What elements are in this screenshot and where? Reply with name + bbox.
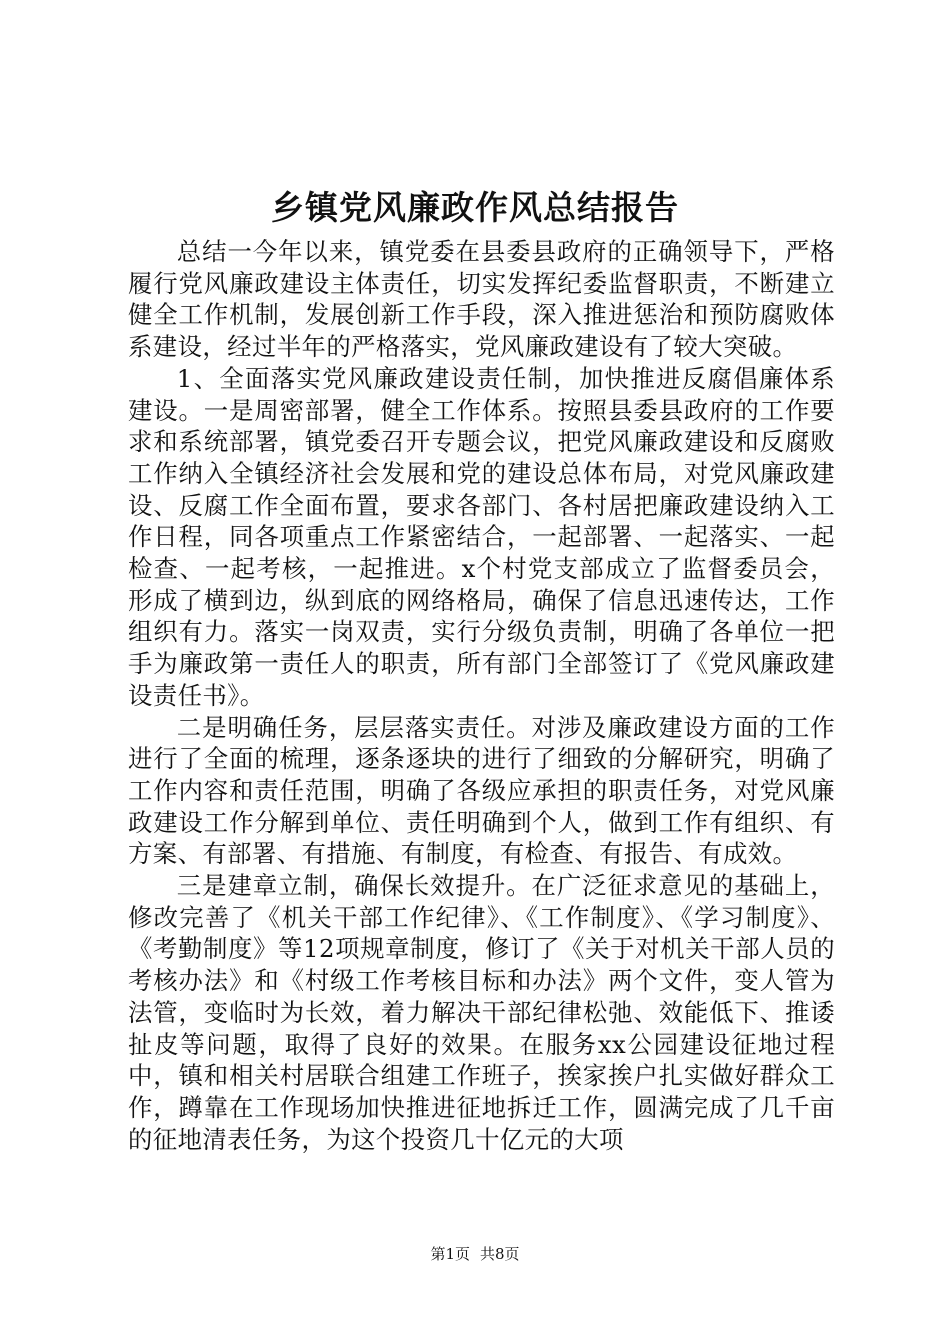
page-footer xyxy=(0,1243,950,1265)
paragraph-intro: 总结一今年以来，镇党委在县委县政府的正确领导下，严格履行党风廉政建设主体责任，切实发挥纪委监督职责，不断建立健全工作机制，发展创新工作手段，深入推进惩治和预防腐败体系建设，经过半年的严格落实，党风廉政建设有了较大突破。 xyxy=(128,237,835,362)
paragraph-section-2: 二是明确任务，层层落实责任。对涉及廉政建设方面的工作进行了全面的梳理，逐条逐块的进行了细致的分解研究，明确了工作内容和责任范围，明确了各级应承担的职责任务，对党风廉政建设工作分解到单位、责任明确到个人，做到工作有组织、有方案、有部署、有措施、有制度，有检查、有报告、有成效。 xyxy=(128,712,835,869)
paragraph-section-3: 三是建章立制，确保长效提升。在广泛征求意见的基础上，修改完善了《机关干部工作纪律》、《工作制度》、《学习制度》、《考勤制度》等12项规章制度，修订了《关于对机关干部人员的考核办法》和《村级工作考核目标和办法》两个文件，变人管为法管，变临时为长效，着力解决干部纪律松弛、效能低下、推诿扯皮等问题，取得了良好的效果。在服务xx公园建设征地过程中，镇和相关村居联合组建工作班子，挨家挨户扎实做好群众工作，蹲靠在工作现场加快推进征地拆迁工作，圆满完成了几千亩的征地清表任务，为这个投资几十亿元的大项 xyxy=(128,871,835,1154)
paragraph-section-1: 1、全面落实党风廉政建设责任制，加快推进反腐倡廉体系建设。一是周密部署，健全工作体系。按照县委县政府的工作要求和系统部署，镇党委召开专题会议，把党风廉政建设和反腐败工作纳入全镇经济社会发展和党的建设总体布局，对党风廉政建设、反腐工作全面布置，要求各部门、各村居把廉政建设纳入工作日程，同各项重点工作紧密结合，一起部署、一起落实、一起检查、一起考核，一起推进。x个村党支部成立了监督委员会，形成了横到边，纵到底的网络格局，确保了信息迅速传达，工作组织有力。落实一岗双责，实行分级负责制，明确了各单位一把手为廉政第一责任人的职责，所有部门全部签订了《党风廉政建设责任书》。 xyxy=(128,363,835,710)
document-title: 乡镇党风廉政作风总结报告 xyxy=(271,188,679,227)
page-number-current: 第1页 xyxy=(430,1245,470,1263)
document-body xyxy=(128,236,835,1155)
page-number-total: 共8页 xyxy=(480,1245,520,1263)
